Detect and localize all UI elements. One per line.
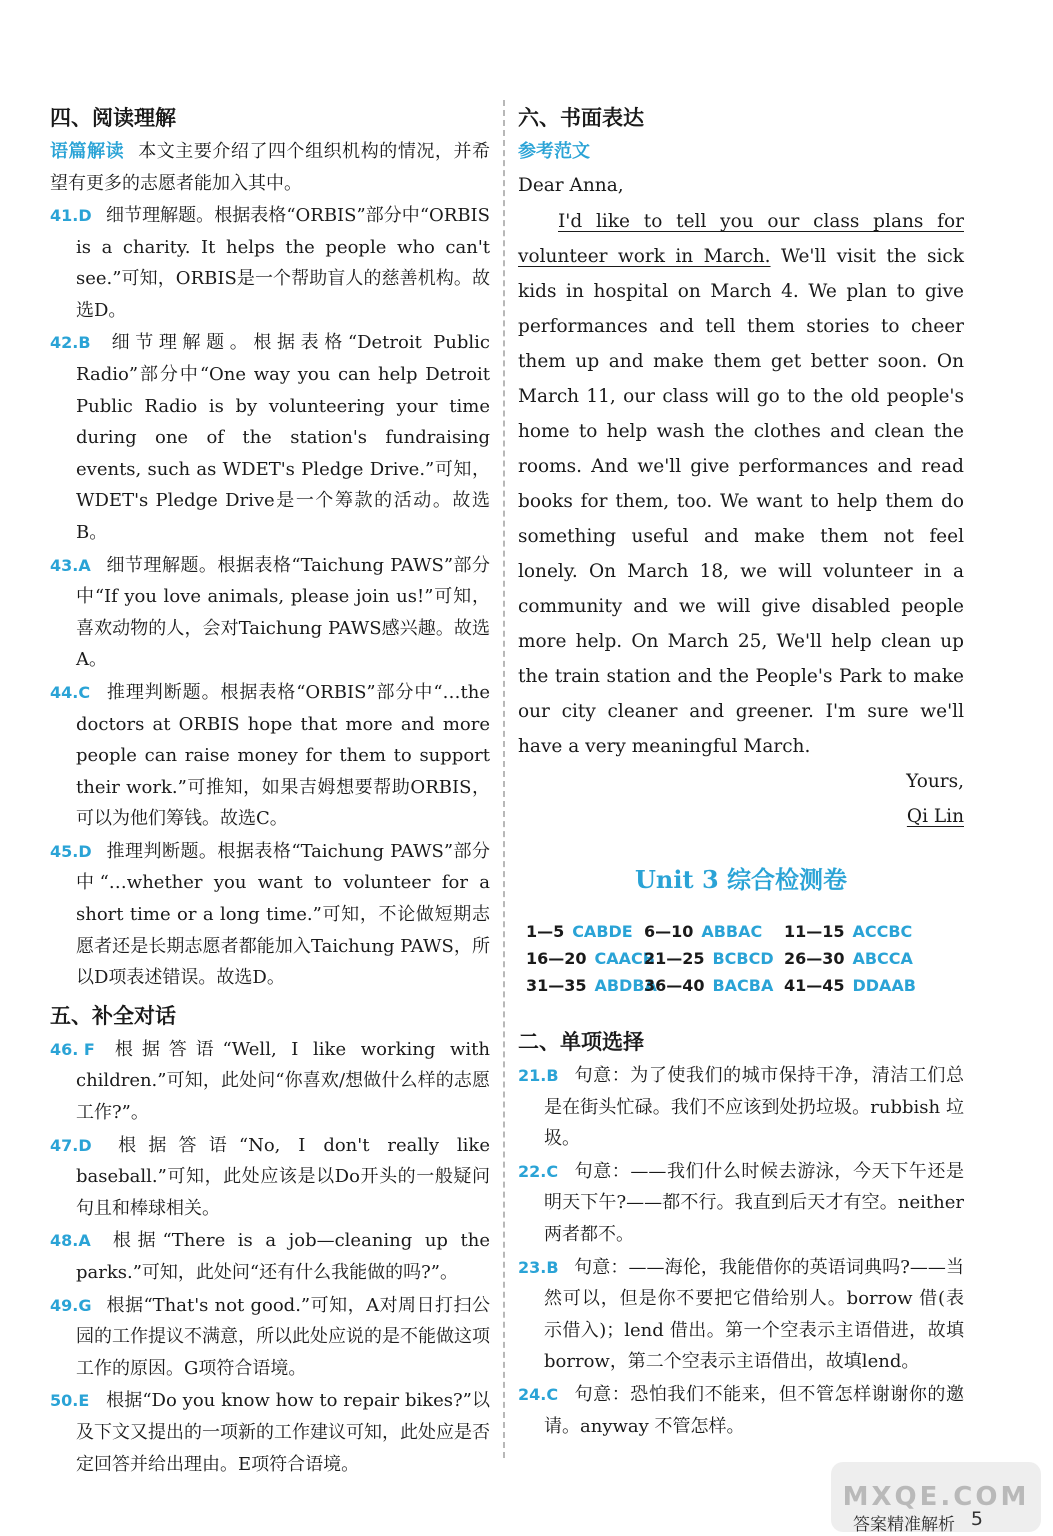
answer-explanation: 根据“There is a job—cleaning up the parks.”可知，此处问“还有什么我能做的吗?”。 [76,1230,490,1283]
answer-explanation: 根据“That's not good.”可知，A对周日打扫公园的工作提议不满意，所以此处应说的是不能做这项工作的原因。G项符合语境。 [76,1294,490,1379]
page-number: 5 [970,1508,983,1530]
answer-item [50,1225,490,1288]
column-divider [503,100,505,1458]
answer-range: 11—15 [784,922,845,941]
footer-label: 答案精准解析 [853,1515,955,1535]
letter-topic-sentence: I'd like to tell you our class plans for volunteer work in March. [518,211,964,267]
answer-range: 26—30 [784,949,845,968]
answer-number: 44.C [50,682,91,702]
letter-body [518,204,964,764]
answer-number: 42.B [50,333,91,353]
answer-key-cell [784,922,934,942]
answer-key: ABBAC [701,922,763,941]
answer-number: 48.A [50,1231,91,1251]
answer-number: 24.C [518,1384,559,1404]
section-4-title: 四、阅读理解 [50,106,176,130]
answer-range: 1—5 [526,922,565,941]
answer-key-cell [526,922,644,942]
answer-key-cell [644,976,784,996]
section-4-answers [50,200,490,994]
answer-number: 41.D [50,206,92,225]
answer-key: ABDBA [594,976,657,995]
answer-item [50,1385,490,1480]
answer-explanation: 句意：恐怕我们不能来，但不管怎样谢谢你的邀请。anyway 不管怎样。 [544,1383,964,1437]
answer-item [50,836,490,994]
letter-signature: Qi Lin [906,806,964,827]
answer-key-grid [526,922,964,996]
section-2-answers [518,1060,964,1442]
answer-range: 21—25 [644,949,705,968]
intro-tag: 语篇解读 [50,141,125,162]
answer-item [50,327,490,548]
answer-range: 41—45 [784,976,845,995]
unit-title: Unit 3 综合检测卷 [635,865,847,894]
answer-key-cell [784,976,934,996]
answer-number: 43.A [50,555,91,575]
answer-range: 36—40 [644,976,705,995]
answer-range: 6—10 [644,922,694,941]
answer-item [50,200,490,326]
watermark-logo: MXQE.COM [831,1462,1041,1532]
answer-explanation: 根据答语“Well, I like working with children.”可知，此处问“你喜欢/想做什么样的志愿工作?”。 [76,1038,490,1124]
answer-key: DDAAB [852,976,916,995]
answer-key-cell [784,949,934,969]
answer-number: 47.D [50,1135,92,1155]
answer-item [518,1252,964,1378]
answer-number: 45.D [50,841,92,861]
answer-explanation: 根据“Do you know how to repair bikes?”以及下文又提出的一项新的工作建议可知，此处应是否定回答并给出理由。E项符合语境。 [76,1390,490,1475]
answer-key: ABCCA [852,949,913,968]
letter-closing: Yours, [906,771,964,792]
answer-item [50,1290,490,1385]
answer-item [50,1130,490,1225]
letter-text: We'll visit the sick kids in hospital on March 4. We plan to give performances and tell them stories to cheer them up and make them get better soon. On March 11, our class will go to the old people's home to help wash the clothes and clean the rooms. And we'll give performances and read books for them, too. We want to help them do something useful and make them not feel lonely. On March 18, we will volunteer in a community and we will give disabled people more help. On March 25, We'll help clean up the train station and the People's Park to make our city cleaner and greener. I'm sure we'll have a very meaningful March. [518,246,965,757]
answer-item [518,1156,964,1251]
answer-explanation: 细节理解题。根据表格“Taichung PAWS”部分中“If you love animals, please join us!”可知，喜欢动物的人，会对Taichung PAWS感兴趣。故选A。 [76,554,490,671]
answer-explanation: 句意：为了使我们的城市保持干净，清洁工们总是在街头忙碌。我们不应该到处扔垃圾。rubbish 垃圾。 [544,1065,964,1150]
right-column [518,100,964,1443]
answer-explanation: 句意：——海伦，我能借你的英语词典吗?——当然可以，但是你不要把它借给别人。borrow 借(表示借入)；lend 借出。第一个空表示主语借进，故填borrow，第二个空表示主语借出，故填lend。 [544,1256,964,1373]
answer-key-cell [644,922,784,942]
answer-item [518,1060,964,1155]
answer-explanation: 细节理解题。根据表格“ORBIS”部分中“ORBIS is a charity. It helps the people who can't see.”可知，ORBIS是一个帮助盲人的慈善机构。故选D。 [76,205,490,321]
answer-explanation: 细节理解题。根据表格“Detroit Public Radio”部分中“One way you can help Detroit Public Radio is by volunteering your time during one of the station's fundraising events, such as WDET's Pledge Drive.”可知，WDET's Pledge Drive是一个筹款的活动。故选B。 [76,332,490,543]
answer-key-cell [526,949,655,969]
section-5-answers [50,1034,490,1480]
section-4-intro [50,136,490,200]
answer-range: 16—20 [526,949,587,968]
answer-key: ACCBC [852,922,913,941]
answer-key: BACBA [712,976,774,995]
answer-item [50,1034,490,1129]
answer-number: 22.C [518,1161,559,1181]
answer-number: 50.E [50,1391,90,1411]
reference-label: 参考范文 [518,141,590,162]
answer-explanation: 推理判断题。根据表格“ORBIS”部分中“…the doctors at ORBIS hope that more and more people can raise money for them to support their work.”可推知，如果吉姆想要帮助ORBIS，可以为他们筹钱。故选C。 [76,681,490,830]
section-2-title: 二、单项选择 [518,1030,644,1054]
answer-number: 23.B [518,1257,559,1277]
answer-key-cell [526,976,657,996]
answer-explanation: 根据答语“No, I don't really like baseball.”可知，此处应该是以Do开头的一般疑问句且和棒球相关。 [76,1134,490,1219]
left-column [50,100,490,1481]
intro-text: 本文主要介绍了四个组织机构的情况，并希望有更多的志愿者能加入其中。 [50,141,491,194]
answer-key-cell [644,949,784,969]
answer-item [50,677,490,835]
section-5-title: 五、补全对话 [50,1003,176,1028]
answer-explanation: 句意：——我们什么时候去游泳，今天下午还是明天下午?——都不行。我直到后天才有空。neither 两者都不。 [544,1160,964,1245]
section-6-title: 六、书面表达 [518,106,644,130]
answer-key: CABDE [572,922,633,941]
answer-range: 31—35 [526,976,587,995]
answer-number: 49.G [50,1295,92,1315]
letter-salutation: Dear Anna, [518,175,624,196]
answer-item [50,550,490,676]
answer-key: CAACB [594,949,655,968]
answer-item [518,1379,964,1442]
answer-number: 21.B [518,1066,559,1085]
answer-explanation: 推理判断题。根据表格“Taichung PAWS”部分中“…whether you want to volunteer for a short time or a long time.”可知，不论做短期志愿者还是长期志愿者都能加入Taichung PAWS，所以D项表述错误。故选D。 [76,840,490,989]
answer-number: 46. F [50,1039,95,1059]
answer-key: BCBCD [712,949,774,968]
